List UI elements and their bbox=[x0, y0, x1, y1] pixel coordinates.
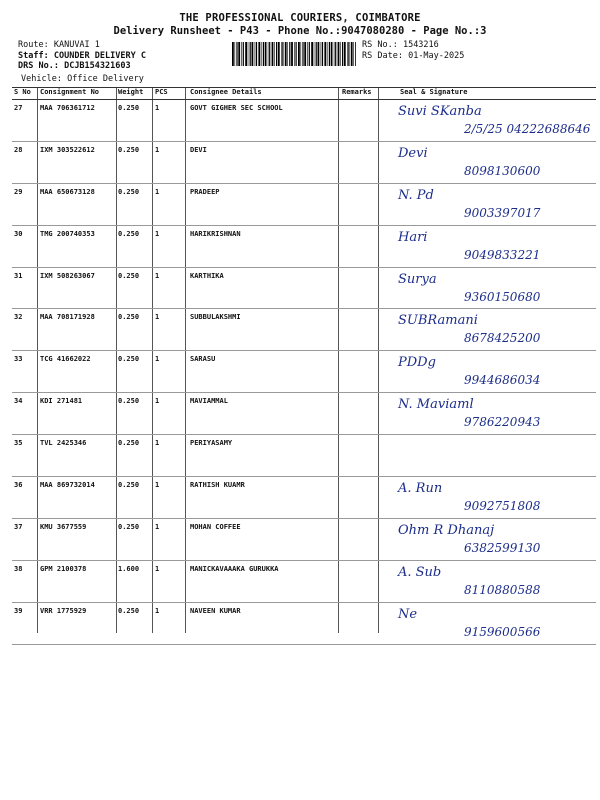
signature-phone: 8678425200 bbox=[464, 331, 541, 346]
table-row bbox=[12, 561, 596, 603]
row-pcs: 1 bbox=[155, 355, 160, 364]
signature-phone: 8098130600 bbox=[464, 163, 541, 178]
meta-right bbox=[362, 40, 464, 61]
meta-left bbox=[18, 40, 146, 72]
row-sno: 30 bbox=[14, 229, 23, 238]
header-consignee: Consignee Details bbox=[190, 88, 262, 96]
row-pcs: 1 bbox=[155, 522, 160, 531]
barcode-bar bbox=[327, 42, 328, 66]
barcode-bar bbox=[302, 42, 303, 66]
barcode-bar bbox=[248, 42, 249, 66]
signature-name: Ne bbox=[398, 606, 418, 622]
table-row bbox=[12, 603, 596, 645]
barcode-bar bbox=[334, 42, 335, 66]
barcode-bar bbox=[268, 42, 269, 66]
table-row bbox=[12, 226, 596, 268]
barcode-image bbox=[232, 42, 356, 66]
row-consignee: GOVT GIGHER SEC SCHOOL bbox=[190, 104, 283, 112]
row-consignee: RATHISH KUAMR bbox=[190, 481, 245, 490]
signature-name: N. Maviaml bbox=[398, 397, 474, 413]
row-consignment: TVL 2425346 bbox=[40, 439, 87, 448]
signature-name: Surya bbox=[398, 271, 437, 287]
row-consignment: KMU 3677559 bbox=[40, 522, 87, 531]
table-row bbox=[12, 351, 596, 393]
row-weight: 0.250 bbox=[118, 271, 140, 280]
row-consignee: SARASU bbox=[190, 355, 216, 364]
barcode-bar bbox=[250, 42, 251, 66]
row-weight: 0.250 bbox=[118, 397, 140, 406]
barcode-bar bbox=[243, 42, 244, 66]
table-row bbox=[12, 519, 596, 561]
row-consignee: MANICKAVAAAKA GURUKKA bbox=[190, 564, 279, 573]
row-consignment: MAA 708171928 bbox=[40, 313, 95, 322]
barcode-bar bbox=[281, 42, 282, 66]
barcode-bar bbox=[252, 42, 254, 66]
row-consignee: PRADEEP bbox=[190, 187, 220, 196]
barcode-bar bbox=[289, 42, 290, 66]
signature-name: A. Sub bbox=[398, 564, 442, 580]
header-remarks: Remarks bbox=[342, 88, 372, 96]
table-row bbox=[12, 268, 596, 310]
signature-phone: 2/5/25 04222688646 bbox=[464, 122, 591, 136]
staff-value: COUNDER DELIVERY C bbox=[53, 50, 146, 61]
row-sno: 27 bbox=[14, 104, 23, 112]
barcode-bar bbox=[291, 42, 293, 66]
table-row bbox=[12, 477, 596, 519]
row-consignment: TCG 41662022 bbox=[40, 355, 91, 364]
table-row bbox=[12, 184, 596, 226]
route-label: Route: bbox=[18, 40, 49, 50]
company-title: THE PROFESSIONAL COURIERS, COIMBATORE bbox=[179, 12, 421, 24]
row-consignee: MOHAN COFFEE bbox=[190, 522, 241, 531]
header-consignment: Consignment No bbox=[40, 88, 100, 96]
drs-label: DRS No.: bbox=[18, 61, 59, 71]
row-pcs: 1 bbox=[155, 313, 160, 322]
barcode-bar bbox=[285, 42, 287, 66]
row-consignee: DEVI bbox=[190, 145, 207, 154]
barcode-bar bbox=[255, 42, 256, 66]
barcode-bar bbox=[348, 42, 349, 66]
table-row bbox=[12, 309, 596, 351]
row-sno: 33 bbox=[14, 355, 23, 364]
row-weight: 0.250 bbox=[118, 481, 140, 490]
barcode-bar bbox=[335, 42, 336, 66]
barcode-bar bbox=[258, 42, 260, 66]
row-weight: 0.250 bbox=[118, 187, 140, 196]
row-weight: 1.600 bbox=[118, 564, 140, 573]
barcode-bar bbox=[314, 42, 315, 66]
barcode-bar bbox=[340, 42, 341, 66]
row-pcs: 1 bbox=[155, 606, 160, 615]
table-row bbox=[12, 435, 596, 477]
signature-handwriting bbox=[394, 604, 600, 642]
row-consignee: HARIKRISHNAN bbox=[190, 229, 241, 238]
row-weight: 0.250 bbox=[118, 229, 140, 238]
barcode-bar bbox=[353, 42, 354, 66]
row-pcs: 1 bbox=[155, 397, 160, 406]
signature-handwriting bbox=[394, 101, 600, 139]
runsheet-table bbox=[12, 87, 596, 645]
barcode-bar bbox=[347, 42, 348, 66]
row-consignee: KARTHIKA bbox=[190, 271, 224, 280]
barcode-bar bbox=[276, 42, 277, 66]
row-sno: 38 bbox=[14, 564, 23, 573]
row-consignment: IXM 303522612 bbox=[40, 145, 95, 154]
row-sno: 39 bbox=[14, 606, 23, 615]
barcode-bar bbox=[307, 42, 308, 66]
row-consignment: MAA 650673128 bbox=[40, 187, 95, 196]
signature-phone: 9944686034 bbox=[464, 373, 541, 388]
barcode-bar bbox=[274, 42, 275, 66]
barcode-bar bbox=[298, 42, 300, 66]
row-sno: 34 bbox=[14, 397, 23, 406]
signature-name: N. Pd bbox=[398, 187, 434, 203]
row-pcs: 1 bbox=[155, 439, 160, 448]
barcode-bar bbox=[318, 42, 320, 66]
row-weight: 0.250 bbox=[118, 355, 140, 364]
header-weight: Weight bbox=[118, 88, 144, 96]
signature-handwriting bbox=[394, 227, 600, 265]
row-weight: 0.250 bbox=[118, 104, 140, 112]
barcode-bar bbox=[269, 42, 270, 66]
signature-phone: 8110880588 bbox=[464, 582, 541, 597]
barcode-bar bbox=[355, 42, 356, 66]
row-pcs: 1 bbox=[155, 271, 160, 280]
signature-name: A. Run bbox=[398, 481, 443, 497]
signature-phone: 9360150680 bbox=[464, 289, 541, 304]
signature-phone: 9092751808 bbox=[464, 499, 541, 514]
row-consignee: MAVIAMMAL bbox=[190, 397, 228, 406]
signature-name: Devi bbox=[398, 145, 428, 161]
signature-name: PDDg bbox=[398, 355, 436, 371]
table-row bbox=[12, 142, 596, 184]
drs-value: DCJB154321603 bbox=[64, 61, 131, 71]
row-weight: 0.250 bbox=[118, 606, 140, 615]
row-sno: 37 bbox=[14, 522, 23, 531]
header-pcs: PCS bbox=[155, 88, 168, 96]
barcode-bar bbox=[342, 42, 343, 66]
runsheet-title: Delivery Runsheet - P43 - Phone No.:9047080280 - Page No.:3 bbox=[113, 25, 487, 37]
signature-phone: 9003397017 bbox=[464, 205, 541, 220]
signature-handwriting bbox=[394, 143, 600, 181]
barcode-bar bbox=[331, 42, 333, 66]
signature-handwriting bbox=[394, 185, 600, 223]
row-weight: 0.250 bbox=[118, 439, 140, 448]
barcode-bar bbox=[296, 42, 297, 66]
signature-name: Hari bbox=[398, 229, 428, 245]
signature-phone: 6382599130 bbox=[464, 540, 541, 555]
row-weight: 0.250 bbox=[118, 313, 140, 322]
table-row bbox=[12, 100, 596, 142]
signature-handwriting bbox=[394, 352, 600, 390]
rs-date-value: 01-May-2025 bbox=[408, 50, 465, 61]
barcode-bar bbox=[232, 42, 234, 66]
row-weight: 0.250 bbox=[118, 145, 140, 154]
barcode-bar bbox=[256, 42, 257, 66]
signature-handwriting bbox=[394, 394, 600, 432]
barcode-bar bbox=[344, 42, 346, 66]
barcode-bar bbox=[241, 42, 242, 66]
route-value: KANUVAI 1 bbox=[53, 40, 100, 50]
header-signature: Seal & Signature bbox=[400, 88, 468, 96]
signature-handwriting bbox=[394, 520, 600, 558]
row-consignment: IXM 508263067 bbox=[40, 271, 95, 280]
staff-label: Staff: bbox=[18, 50, 49, 61]
row-sno: 36 bbox=[14, 481, 23, 490]
row-sno: 28 bbox=[14, 145, 23, 154]
row-pcs: 1 bbox=[155, 229, 160, 238]
table-body bbox=[12, 100, 596, 645]
barcode-bar bbox=[338, 42, 340, 66]
row-consignment: MAA 706361712 bbox=[40, 104, 95, 112]
row-consignee: PERIYASAMY bbox=[190, 439, 233, 448]
barcode-bar bbox=[236, 42, 237, 66]
barcode-bar bbox=[278, 42, 280, 66]
barcode-bar bbox=[263, 42, 264, 66]
barcode-bar bbox=[311, 42, 313, 66]
barcode-bar bbox=[245, 42, 247, 66]
barcode-bar bbox=[265, 42, 267, 66]
barcode-bar bbox=[294, 42, 295, 66]
row-weight: 0.250 bbox=[118, 522, 140, 531]
signature-phone: 9049833221 bbox=[464, 247, 541, 262]
barcode-bar bbox=[272, 42, 274, 66]
signature-name: Suvi SKanba bbox=[398, 104, 482, 119]
row-sno: 31 bbox=[14, 271, 23, 280]
signature-handwriting bbox=[394, 269, 600, 307]
signature-phone: 9159600566 bbox=[464, 624, 541, 639]
row-consignment: VRR 1775929 bbox=[40, 606, 87, 615]
row-pcs: 1 bbox=[155, 481, 160, 490]
barcode-bar bbox=[287, 42, 288, 66]
row-pcs: 1 bbox=[155, 564, 160, 573]
signature-phone: 9786220943 bbox=[464, 415, 541, 430]
vehicle-value: Office Delivery bbox=[67, 74, 144, 84]
header-sno: S No bbox=[14, 88, 31, 96]
barcode-bar bbox=[238, 42, 240, 66]
row-sno: 32 bbox=[14, 313, 23, 322]
barcode-bar bbox=[324, 42, 326, 66]
signature-handwriting bbox=[394, 436, 600, 474]
table-row bbox=[12, 393, 596, 435]
row-sno: 35 bbox=[14, 439, 23, 448]
barcode-bar bbox=[321, 42, 322, 66]
table-header bbox=[12, 87, 596, 100]
rs-date-label: RS Date: bbox=[362, 50, 403, 61]
rs-no-label: RS No.: bbox=[362, 40, 398, 50]
row-consignment: TMG 200740353 bbox=[40, 229, 95, 238]
row-pcs: 1 bbox=[155, 187, 160, 196]
signature-name: Ohm R Dhanaj bbox=[398, 522, 495, 538]
barcode-bar bbox=[322, 42, 323, 66]
row-pcs: 1 bbox=[155, 104, 160, 112]
barcode-bar bbox=[235, 42, 236, 66]
vehicle-label: Vehicle: bbox=[21, 74, 62, 84]
barcode-bar bbox=[282, 42, 283, 66]
signature-name: SUBRamani bbox=[398, 313, 478, 329]
row-consignment: KDI 271481 bbox=[40, 397, 83, 406]
signature-handwriting bbox=[394, 562, 600, 600]
vehicle-line bbox=[21, 74, 144, 84]
row-consignee: SUBBULAKSHMI bbox=[190, 313, 241, 322]
row-consignment: MAA 869732014 bbox=[40, 481, 95, 490]
rs-no-value: 1543216 bbox=[402, 40, 439, 50]
row-sno: 29 bbox=[14, 187, 23, 196]
row-consignee: NAVEEN KUMAR bbox=[190, 606, 241, 615]
barcode-bar bbox=[301, 42, 302, 66]
row-consignment: GPM 2100378 bbox=[40, 564, 87, 573]
signature-handwriting bbox=[394, 478, 600, 516]
barcode-bar bbox=[304, 42, 306, 66]
barcode-bar bbox=[351, 42, 353, 66]
row-pcs: 1 bbox=[155, 145, 160, 154]
barcode-bar bbox=[309, 42, 310, 66]
barcode-bar bbox=[316, 42, 317, 66]
barcode-bar bbox=[329, 42, 330, 66]
signature-handwriting bbox=[394, 310, 600, 348]
barcode-bar bbox=[261, 42, 262, 66]
